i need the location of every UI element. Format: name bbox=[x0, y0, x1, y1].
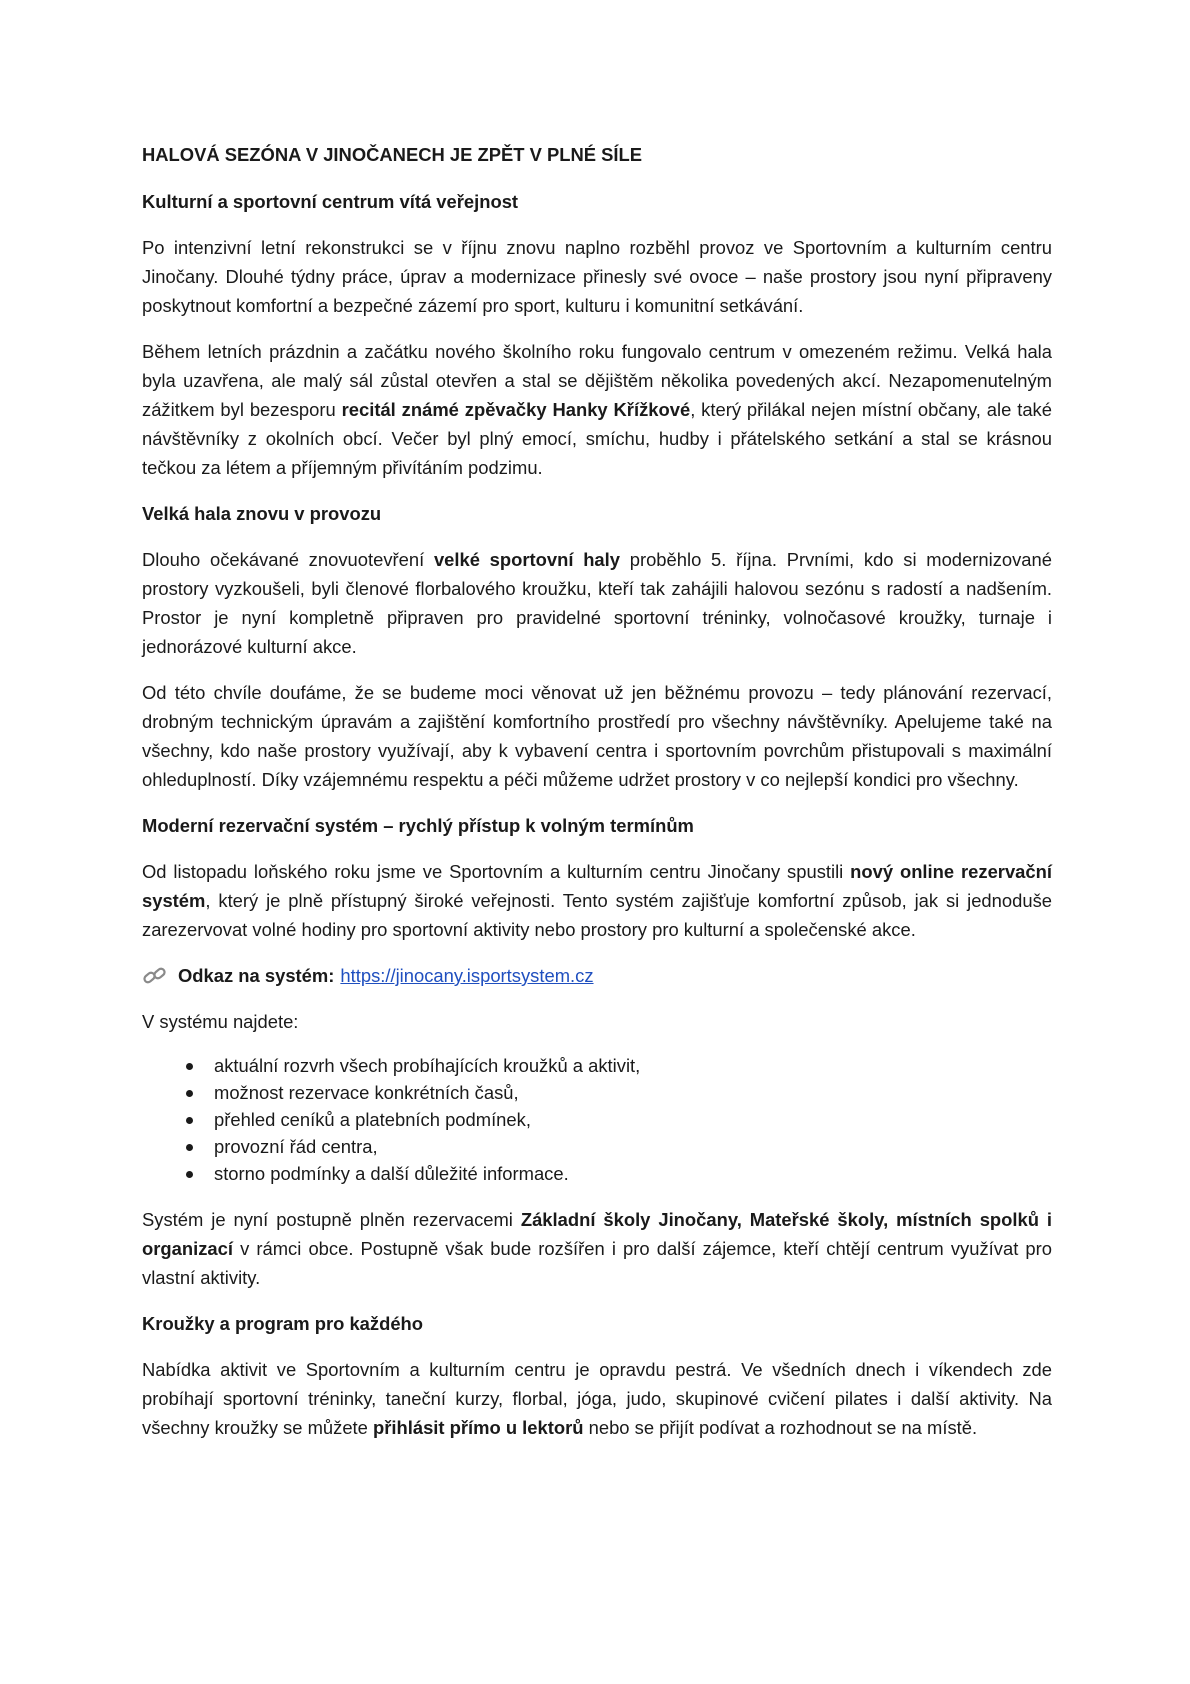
paragraph-users-text-b: v rámci obce. Postupně však bude rozšířen i pro další zájemce, kteří chtějí centrum využívat pro vlastní aktivity. bbox=[142, 1238, 1052, 1288]
link-label: Odkaz na systém: bbox=[178, 965, 335, 986]
list-item: provozní řád centra, bbox=[142, 1133, 1052, 1160]
list-item: možnost rezervace konkrétních časů, bbox=[142, 1079, 1052, 1106]
list-item: přehled ceníků a platebních podmínek, bbox=[142, 1106, 1052, 1133]
paragraph-users-text-a: Systém je nyní postupně plněn rezervacemi bbox=[142, 1209, 521, 1230]
paragraph-reservation-text-a: Od listopadu loňského roku jsme ve Sportovním a kulturním centru Jinočany spustili bbox=[142, 861, 851, 882]
paragraph-users-bold: Základní školy Jinočany, Mateřské školy, místních spolků i organizací bbox=[142, 1209, 1053, 1259]
feature-list bbox=[142, 1052, 1052, 1187]
paragraph-clubs-bold: přihlásit přímo u lektorů bbox=[373, 1417, 584, 1438]
paragraph-clubs-text-a: Nabídka aktivit ve Sportovním a kulturním centru je opravdu pestrá. Ve všedních dnech i víkendech zde probíhají sportovní tréninky, taneční kurzy, florbal, jóga, judo, skupinové cvičení pilates i další aktivity. Na všechny kroužky se můžete bbox=[142, 1359, 1052, 1438]
section-heading-clubs: Kroužky a program pro každého bbox=[142, 1313, 424, 1334]
article-title: HALOVÁ SEZÓNA V JINOČANECH JE ZPĚT V PLNÉ SÍLE bbox=[142, 144, 643, 165]
system-link-line bbox=[142, 961, 1052, 990]
paragraph-summer-text-a: Během letních prázdnin a začátku nového školního roku fungovalo centrum v omezeném režimu. Velká hala byla uzavřena, ale malý sál zůstal otevřen a stal se dějištěm několika povedených akcí. Nezapomenutelným zážitkem byl bezesporu bbox=[142, 341, 1052, 420]
paragraph-hall-reopening bbox=[142, 545, 1052, 661]
paragraph-reconstruction: Po intenzivní letní rekonstrukci se v říjnu znovu naplno rozběhl provoz ve Sportovním a kulturním centru Jinočany. Dlouhé týdny práce, úprav a modernizace přinesly své ovoce – naše prostory jsou nyní připraveny poskytnout komfortní a bezpečné zázemí pro sport, kulturu i komunitní setkávání. bbox=[142, 237, 1052, 316]
list-item: storno podmínky a další důležité informace. bbox=[142, 1160, 1052, 1187]
paragraph-operation: Od této chvíle doufáme, že se budeme moci věnovat už jen běžnému provozu – tedy plánování rezervací, drobným technickým úpravám a zajištění komfortního prostředí pro všechny návštěvníky. Apelujeme také na všechny, kdo naše prostory využívají, aby k vybavení centra i sportovním povrchům přistupovali s maximální ohleduplností. Díky vzájemnému respektu a péči můžeme udržet prostory v co nejlepší kondici pro všechny. bbox=[142, 682, 1052, 790]
paragraph-hall-text-b: proběhlo 5. října. Prvními, kdo si modernizované prostory vyzkoušeli, byli členové florbalového kroužku, kteří tak zahájili halovou sezónu s radostí a nadšením. Prostor je nyní kompletně připraven pro pravidelné sportovní tréninky, volnočasové kroužky, turnaje i jednorázové kulturní akce. bbox=[142, 549, 1052, 657]
section-heading-reservation: Moderní rezervační systém – rychlý přístup k volným termínům bbox=[142, 815, 694, 836]
system-link[interactable]: https://jinocany.isportsystem.cz bbox=[340, 965, 594, 986]
list-intro: V systému najdete: bbox=[142, 1011, 299, 1032]
paragraph-clubs-text-b: nebo se přijít podívat a rozhodnout se na místě. bbox=[583, 1417, 978, 1438]
section-heading-hall: Velká hala znovu v provozu bbox=[142, 503, 382, 524]
paragraph-hall-bold: velké sportovní haly bbox=[433, 549, 620, 570]
paragraph-summer-bold: recitál známé zpěvačky Hanky Křížkové bbox=[341, 399, 691, 420]
paragraph-reservation-bold: nový online rezervační systém bbox=[142, 861, 1052, 911]
paragraph-reservation-system bbox=[142, 857, 1052, 944]
paragraph-summer-text-b: , který přilákal nejen místní občany, ale také návštěvníky z okolních obcí. Večer byl plný emocí, smíchu, hudby i přátelského setkání a stal se krásnou tečkou za létem a příjemným přivítáním podzimu. bbox=[142, 399, 1052, 478]
link-icon bbox=[142, 965, 168, 987]
document-page bbox=[142, 140, 1052, 1459]
list-item: aktuální rozvrh všech probíhajících kroužků a aktivit, bbox=[142, 1052, 1052, 1079]
paragraph-clubs bbox=[142, 1355, 1052, 1442]
paragraph-hall-text-a: Dlouho očekávané znovuotevření bbox=[142, 549, 434, 570]
paragraph-summer bbox=[142, 337, 1052, 482]
paragraph-reservation-text-b: , který je plně přístupný široké veřejnosti. Tento systém zajišťuje komfortní způsob, jak si jednoduše zarezervovat volné hodiny pro sportovní aktivity nebo prostory pro kulturní a společenské akce. bbox=[142, 890, 1052, 940]
section-heading-welcome: Kulturní a sportovní centrum vítá veřejnost bbox=[142, 191, 519, 212]
paragraph-system-users bbox=[142, 1205, 1052, 1292]
